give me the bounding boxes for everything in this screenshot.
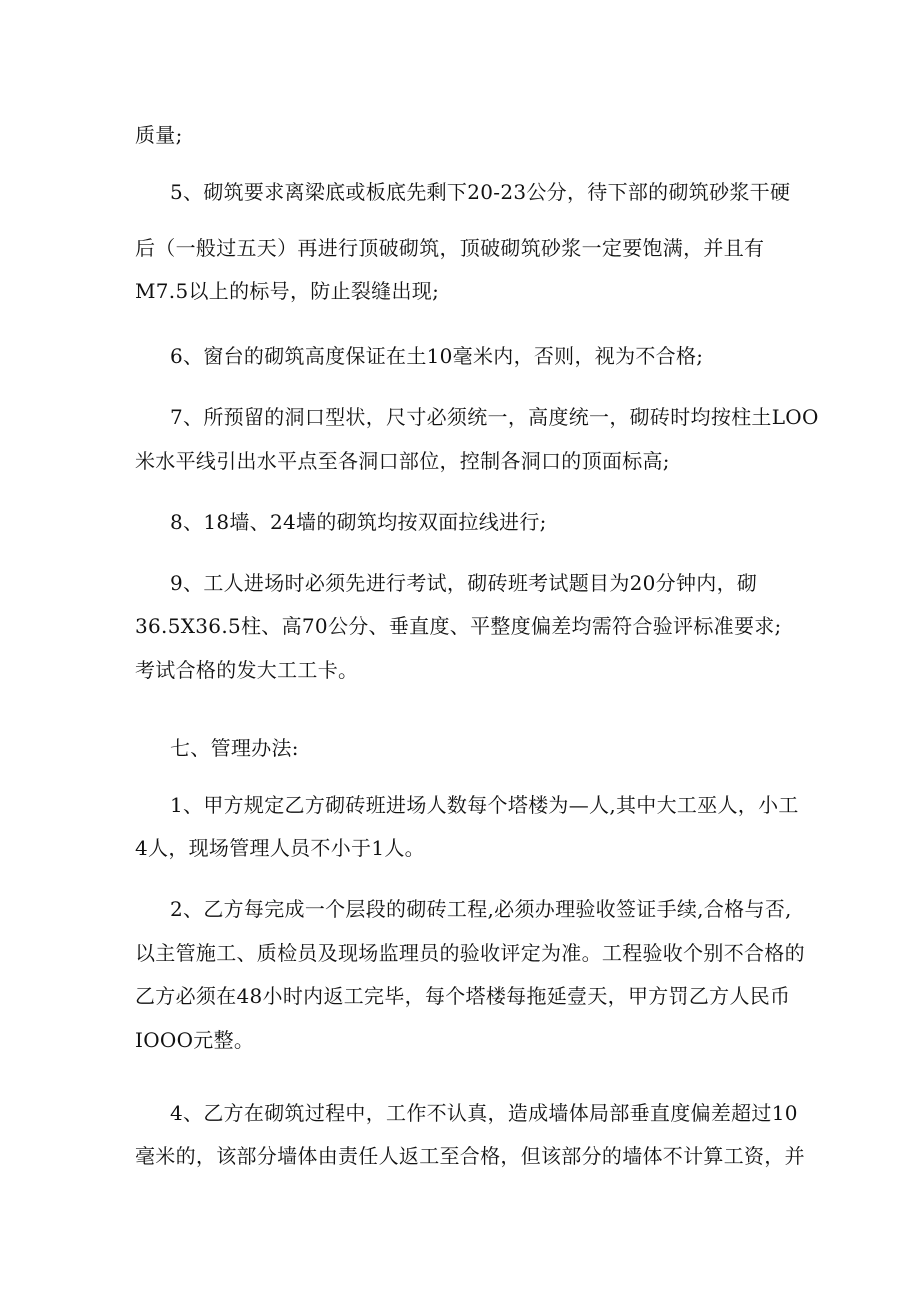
text-line: 2、乙方每完成一个层段的砌砖工程,必须办理验收签证手续,合格与否, — [170, 897, 792, 921]
text-line: 4、乙方在砌筑过程中，工作不认真，造成墙体局部垂直度偏差超过10 — [170, 1101, 798, 1125]
text-line: 以主管施工、质检员及现场监理员的验收评定为准。工程验收个别不合格的 — [135, 941, 805, 965]
text-line: 5、砌筑要求离梁底或板底先剩下20-23公分，待下部的砌筑砂浆干硬 — [170, 180, 791, 204]
text-line: 考试合格的发大工工卡。 — [135, 658, 359, 682]
text-line: 6、窗台的砌筑高度保证在土10毫米内，否则，视为不合格; — [170, 344, 704, 368]
text-line: 7、所预留的洞口型状，尺寸必须统一，高度统一，砌砖时均按柱土LOO — [170, 405, 819, 429]
section-heading: 七、管理办法: — [170, 736, 299, 760]
text-line: 乙方必须在48小时内返工完毕，每个塔楼每拖延壹天，甲方罚乙方人民币 — [135, 984, 791, 1008]
text-line: 质量; — [135, 123, 183, 147]
text-line: 8、18墙、24墙的砌筑均按双面拉线进行; — [170, 510, 547, 534]
text-line: 9、工人进场时必须先进行考试，砌砖班考试题目为20分钟内，砌 — [170, 571, 758, 595]
text-line: 4人，现场管理人员不小于1人。 — [135, 836, 425, 860]
text-line: M7.5以上的标号，防止裂缝出现; — [135, 279, 440, 303]
text-line: 米水平线引出水平点至各洞口部位，控制各洞口的顶面标高; — [135, 449, 670, 473]
text-line: 后（一般过五天）再进行顶破砌筑，顶破砌筑砂浆一定要饱满，并且有 — [135, 236, 765, 260]
text-line: 36.5X36.5柱、高70公分、垂直度、平整度偏差均需符合验评标准要求; — [135, 614, 782, 638]
text-line: 毫米的，该部分墙体由责任人返工至合格，但该部分的墙体不计算工资，并 — [135, 1144, 805, 1168]
text-line: IOOO元整。 — [135, 1028, 255, 1052]
text-line: 1、甲方规定乙方砌砖班进场人数每个塔楼为—人,其中大工巫人，小工 — [170, 793, 799, 817]
